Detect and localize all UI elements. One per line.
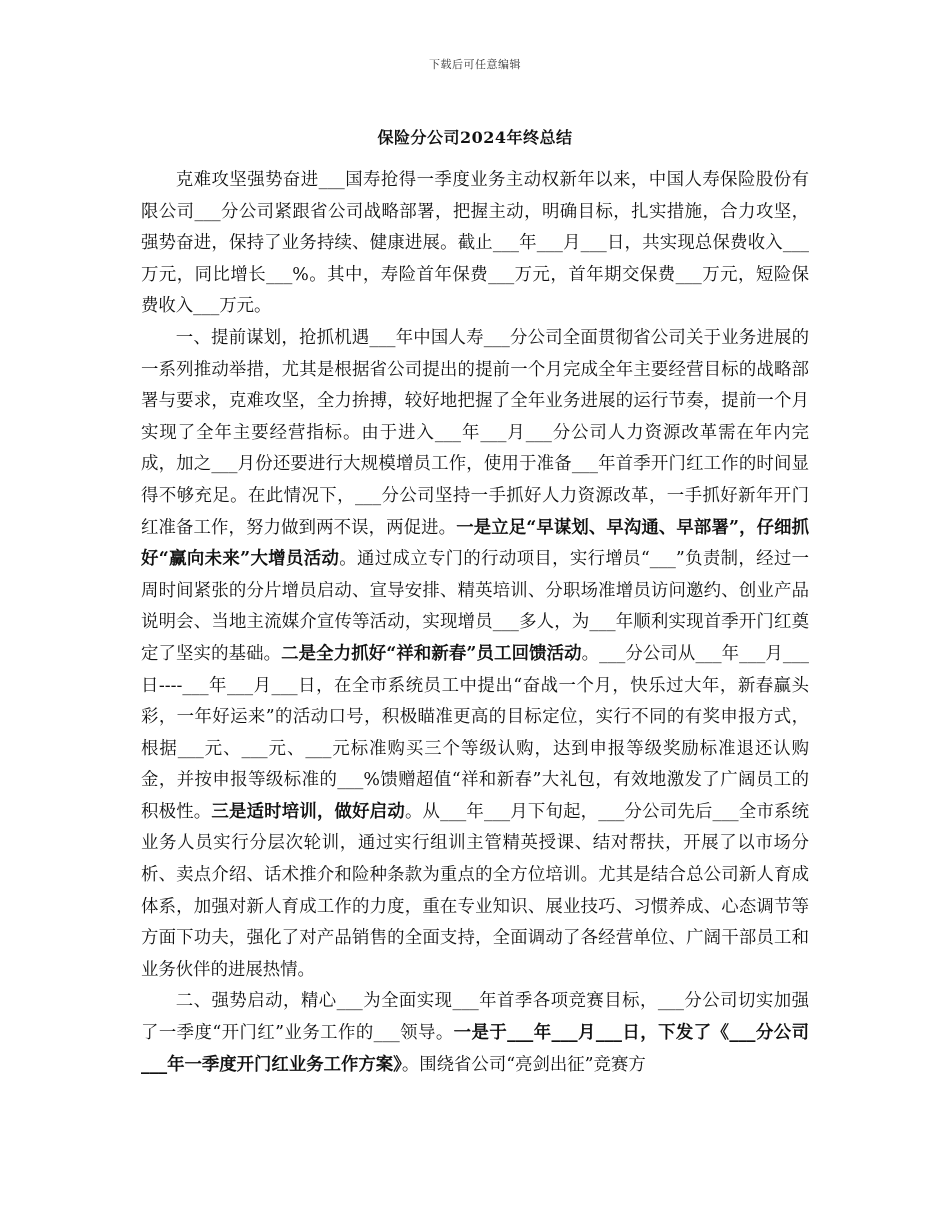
text-run: 。___分公司从___年___月___日----___年___月___日，在全市系统员工中提出“奋战一个月，快乐过大年，新春赢头彩，一年好运来”的活动口号，积极瞄准更高的目标定位，实行不同的有奖申报方式，根据___元、___元、___元标准购买三个等级认购，达到申报等级奖励标准退还认购金，并按申报等级标准的___%馈赠超值“祥和新春”大礼包，有效地激发了广阔员工的积极性。 [141,643,809,822]
bold-heading-run: 一是立足“早谋划、早沟通、早部署”，仔细抓好“赢向未来”大增员活动 [141,517,809,570]
text-run: 克难攻坚强势奋进___国寿抢得一季度业务主动权新年以来，中国人寿保险股份有限公司___分公司紧跟省公司战略部署，把握主动，明确目标，扎实措施，合力攻坚，强势奋进，保持了业务持续、健康进展。截止___年___月___日，共实现总保费收入___万元，同比增长___%。其中，寿险首年保费___万元，首年期交保费___万元，短险保费收入___万元。 [141,170,809,317]
document-title: 保险分公司2024年终总结 [377,128,573,147]
text-run: 一、提前谋划，抢抓机遇___年中国人寿___分公司全面贯彻省公司关于业务进展的一系列推动举措，尤其是根据省公司提出的提前一个月完成全年主要经营目标的战略部署与要求，克难攻坚，全力拚搏，较好地把握了全年业务进展的运行节奏，提前一个月实现了全年主要经营指标。由于进入___年___月___分公司人力资源改革需在年内完成，加之___月份还要进行大规模增员工作，使用于准备___年首季开门红工作的时间显得不够充足。在此情况下，___分公司坚持一手抓好人力资源改革，一手抓好新年开门红准备工作，努力做到两不误，两促进。 [141,327,809,538]
paragraph-intro [141,165,809,323]
text-run: 。围绕省公司“亮剑出征”竞赛方 [401,1054,646,1075]
paragraph-section-1 [141,323,809,986]
bold-heading-run: 三是适时培训，做好启动 [211,801,405,822]
text-run: 。通过成立专门的行动项目，实行增员“___”负责制，经过一周时间紧张的分片增员启动、宣导安排、精英培训、分职场准增员访问邀约、创业产品说明会、当地主流媒介宣传等活动，实现增员___多人，为___年顺利实现首季开门红奠定了坚实的基础。 [141,549,810,664]
document-body [141,165,809,1081]
bold-heading-run: 一是于___年___月___日，下发了《___分公司___年一季度开门红业务工作方案》 [141,1023,809,1075]
header-note: 下载后可任意编辑 [429,58,521,71]
bold-heading-run: 二是全力抓好“祥和新春”员工回馈活动 [281,643,582,664]
text-run: 。从___年___月下旬起，___分公司先后___全市系统业务人员实行分层次轮训，通过实行组训主管精英授课、结对帮扶，开展了以市场分析、卖点介绍、话术推介和险种条款为重点的全方位培训。尤其是结合总公司新人育成体系，加强对新人育成工作的力度，重在专业知识、展业技巧、习惯养成、心态调节等方面下功夫，强化了对产品销售的全面支持，全面调动了各经营单位、广阔干部员工和业务伙伴的进展热情。 [141,801,809,980]
text-run: 二、强势启动，精心___为全面实现___年首季各项竞赛目标，___分公司切实加强了一季度“开门红”业务工作的___领导。 [141,991,809,1044]
paragraph-section-2 [141,986,809,1081]
